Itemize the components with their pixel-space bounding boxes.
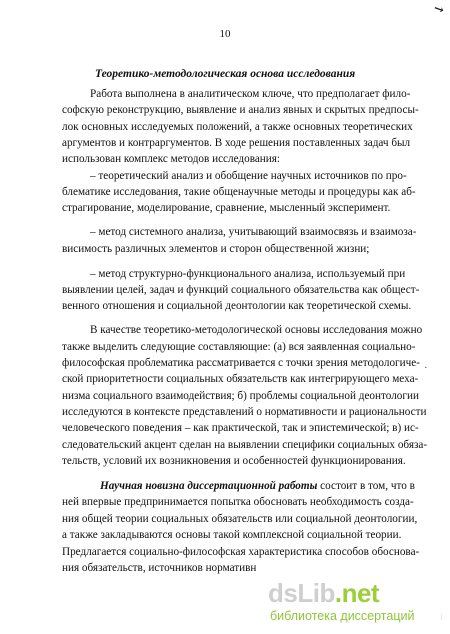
dslib-logo-main: dsLib: [268, 578, 335, 608]
list-item-line: блематике исследования, такие общенаучные методы и процедуры как аб-: [62, 186, 416, 198]
paragraph-line: аргументов и контраргументов. В ходе решения поставленных задач был: [62, 137, 411, 149]
paragraph-line: следовательский акцент сделан на выявлении специфики социальных обяза-: [62, 439, 428, 451]
paragraph-line: софскую реконструкцию, выявление и анализ явных и скрытых предпосы-: [62, 104, 419, 116]
novelty-first-line: [100, 480, 415, 493]
page-number: 10: [219, 28, 231, 40]
dslib-watermark: [268, 578, 444, 628]
novelty-rest: состоит в том, что в: [317, 480, 415, 492]
paragraph-line: ской приоритетности социальных обязательств как интегрирующего меха-: [62, 373, 419, 385]
paragraph-line: низма социального взаимодействия; б) проблемы социальной деонтологии: [62, 390, 419, 402]
paragraph-line: исследуются в контексте представлений о нормативности и рациональности: [62, 406, 427, 418]
list-item-line: выявлении целей, задач и функций социального обязательства как общест-: [62, 284, 420, 296]
dslib-logo-net: .net: [334, 578, 380, 608]
paragraph-line: ней впервые предпринимается попытка обосновать необходимость созда-: [62, 496, 414, 508]
list-item-line: – метод системного анализа, учитывающий взаимосвязь и взаимоза-: [90, 226, 417, 238]
list-item-line: висимость различных элементов и сторон общественной жизни;: [62, 243, 370, 255]
dslib-logo: [268, 578, 379, 609]
paragraph-line: также выделить следующие составляющие: (а) вся заявленная социально-: [62, 341, 416, 353]
paragraph-line: философская проблематика рассматривается с точки зрения методологиче-: [62, 357, 420, 369]
paragraph-line: ния обязательств, источников нормативн: [62, 562, 257, 574]
section-heading: Теоретико-методологическая основа исследования: [95, 68, 356, 80]
paragraph-line: использован комплекс методов исследования:: [62, 153, 281, 165]
list-item-line: – метод структурно-функционального анализа, используемый при: [90, 268, 406, 280]
paragraph-line: Работа выполнена в аналитическом ключе, что предполагает фило-: [90, 88, 411, 100]
list-item-line: страгирование, моделирование, сравнение, мысленный эксперимент.: [62, 202, 391, 214]
paragraph-line: а также закладываются основы такой комплексной социальной теории.: [62, 529, 402, 541]
corner-scan-mark: ↘: [431, 0, 447, 18]
paragraph-line: ния общей теории социальных обязательств или социальной деонтологии,: [62, 513, 418, 525]
paragraph-line: тельств, условий их возникновения и особенностей функционирования.: [62, 455, 406, 467]
paragraph-line: человеческого поведения – как практической, так и эпистемической; в) ис-: [62, 422, 419, 434]
margin-scan-mark: ·: [424, 362, 428, 374]
paragraph-line: В качестве теоретико-методологической основы исследования можно: [90, 324, 423, 336]
paragraph-line: Предлагается социально-философская характеристика способов обоснова-: [62, 546, 420, 558]
novelty-lead: Научная новизна диссертационной работы: [100, 480, 318, 492]
paragraph-line: лок основных исследуемых положений, а также основных теоретических: [62, 121, 413, 133]
dslib-tagline: библиотека диссертаций: [270, 609, 415, 623]
list-item-line: венного отношения и социальной деонтологии как теоретической схемы.: [62, 300, 412, 312]
list-item-line: – теоретический анализ и обобщение научных источников по про-: [90, 170, 407, 182]
